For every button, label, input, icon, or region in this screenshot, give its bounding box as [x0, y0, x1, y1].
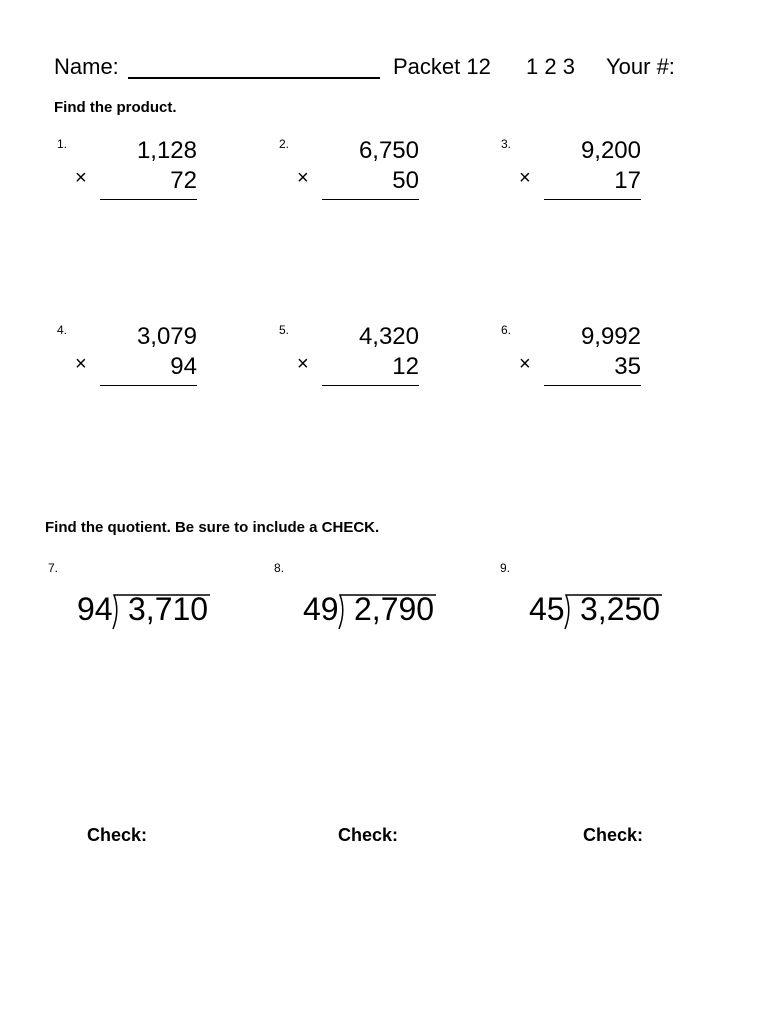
answer-rule — [322, 199, 419, 200]
answer-rule — [100, 385, 197, 386]
product-problem-4 — [57, 323, 197, 403]
multiply-sign: × — [519, 167, 531, 189]
answer-rule — [544, 385, 641, 386]
problem-number: 9. — [500, 561, 511, 575]
product-problem-5 — [279, 323, 419, 403]
multiplier: 50 — [392, 167, 419, 194]
problem-number: 1. — [57, 137, 68, 151]
problem-number: 2. — [279, 137, 290, 151]
dividend: 2,790 — [354, 591, 435, 627]
check-label-8: Check: — [338, 825, 399, 845]
multiplicand: 9,992 — [580, 323, 641, 350]
divisor: 45 — [529, 591, 565, 627]
multiplier: 17 — [614, 167, 641, 194]
name-blank-line[interactable] — [128, 77, 380, 79]
multiply-sign: × — [75, 167, 87, 189]
multiply-sign: × — [75, 353, 87, 375]
quotient-problem-9 — [500, 561, 720, 641]
quotient-instruction: Find the quotient. Be sure to include a CHECK. — [45, 519, 380, 536]
level-options: 1 2 3 — [526, 54, 575, 79]
answer-rule — [322, 385, 419, 386]
multiplicand: 9,200 — [580, 137, 641, 164]
multiplicand: 3,079 — [136, 323, 197, 350]
answer-rule — [100, 199, 197, 200]
multiply-sign: × — [297, 353, 309, 375]
product-problem-1 — [57, 137, 197, 217]
product-instruction: Find the product. — [54, 99, 177, 116]
problem-number: 4. — [57, 323, 68, 337]
dividend: 3,710 — [128, 591, 209, 627]
quotient-problem-8 — [274, 561, 494, 641]
multiplicand: 4,320 — [358, 323, 419, 350]
quotient-problem-7 — [48, 561, 268, 641]
product-problem-6 — [501, 323, 641, 403]
problem-number: 5. — [279, 323, 290, 337]
multiplicand: 1,128 — [136, 137, 197, 164]
divisor: 94 — [77, 591, 113, 627]
multiplier: 12 — [392, 353, 419, 380]
problem-number: 7. — [48, 561, 59, 575]
answer-rule — [544, 199, 641, 200]
problem-number: 6. — [501, 323, 512, 337]
problem-number: 8. — [274, 561, 285, 575]
multiplicand: 6,750 — [358, 137, 419, 164]
divisor: 49 — [303, 591, 339, 627]
multiply-sign: × — [519, 353, 531, 375]
product-problem-3 — [501, 137, 641, 217]
multiplier: 35 — [614, 353, 641, 380]
problem-number: 3. — [501, 137, 512, 151]
multiply-sign: × — [297, 167, 309, 189]
multiplier: 94 — [170, 353, 197, 380]
check-label-7: Check: — [87, 825, 148, 845]
dividend: 3,250 — [580, 591, 661, 627]
packet-label: Packet 12 — [393, 54, 491, 79]
your-number-label: Your #: — [606, 54, 675, 79]
check-label-9: Check: — [583, 825, 644, 845]
name-label: Name: — [54, 54, 119, 79]
product-problem-2 — [279, 137, 419, 217]
multiplier: 72 — [170, 167, 197, 194]
